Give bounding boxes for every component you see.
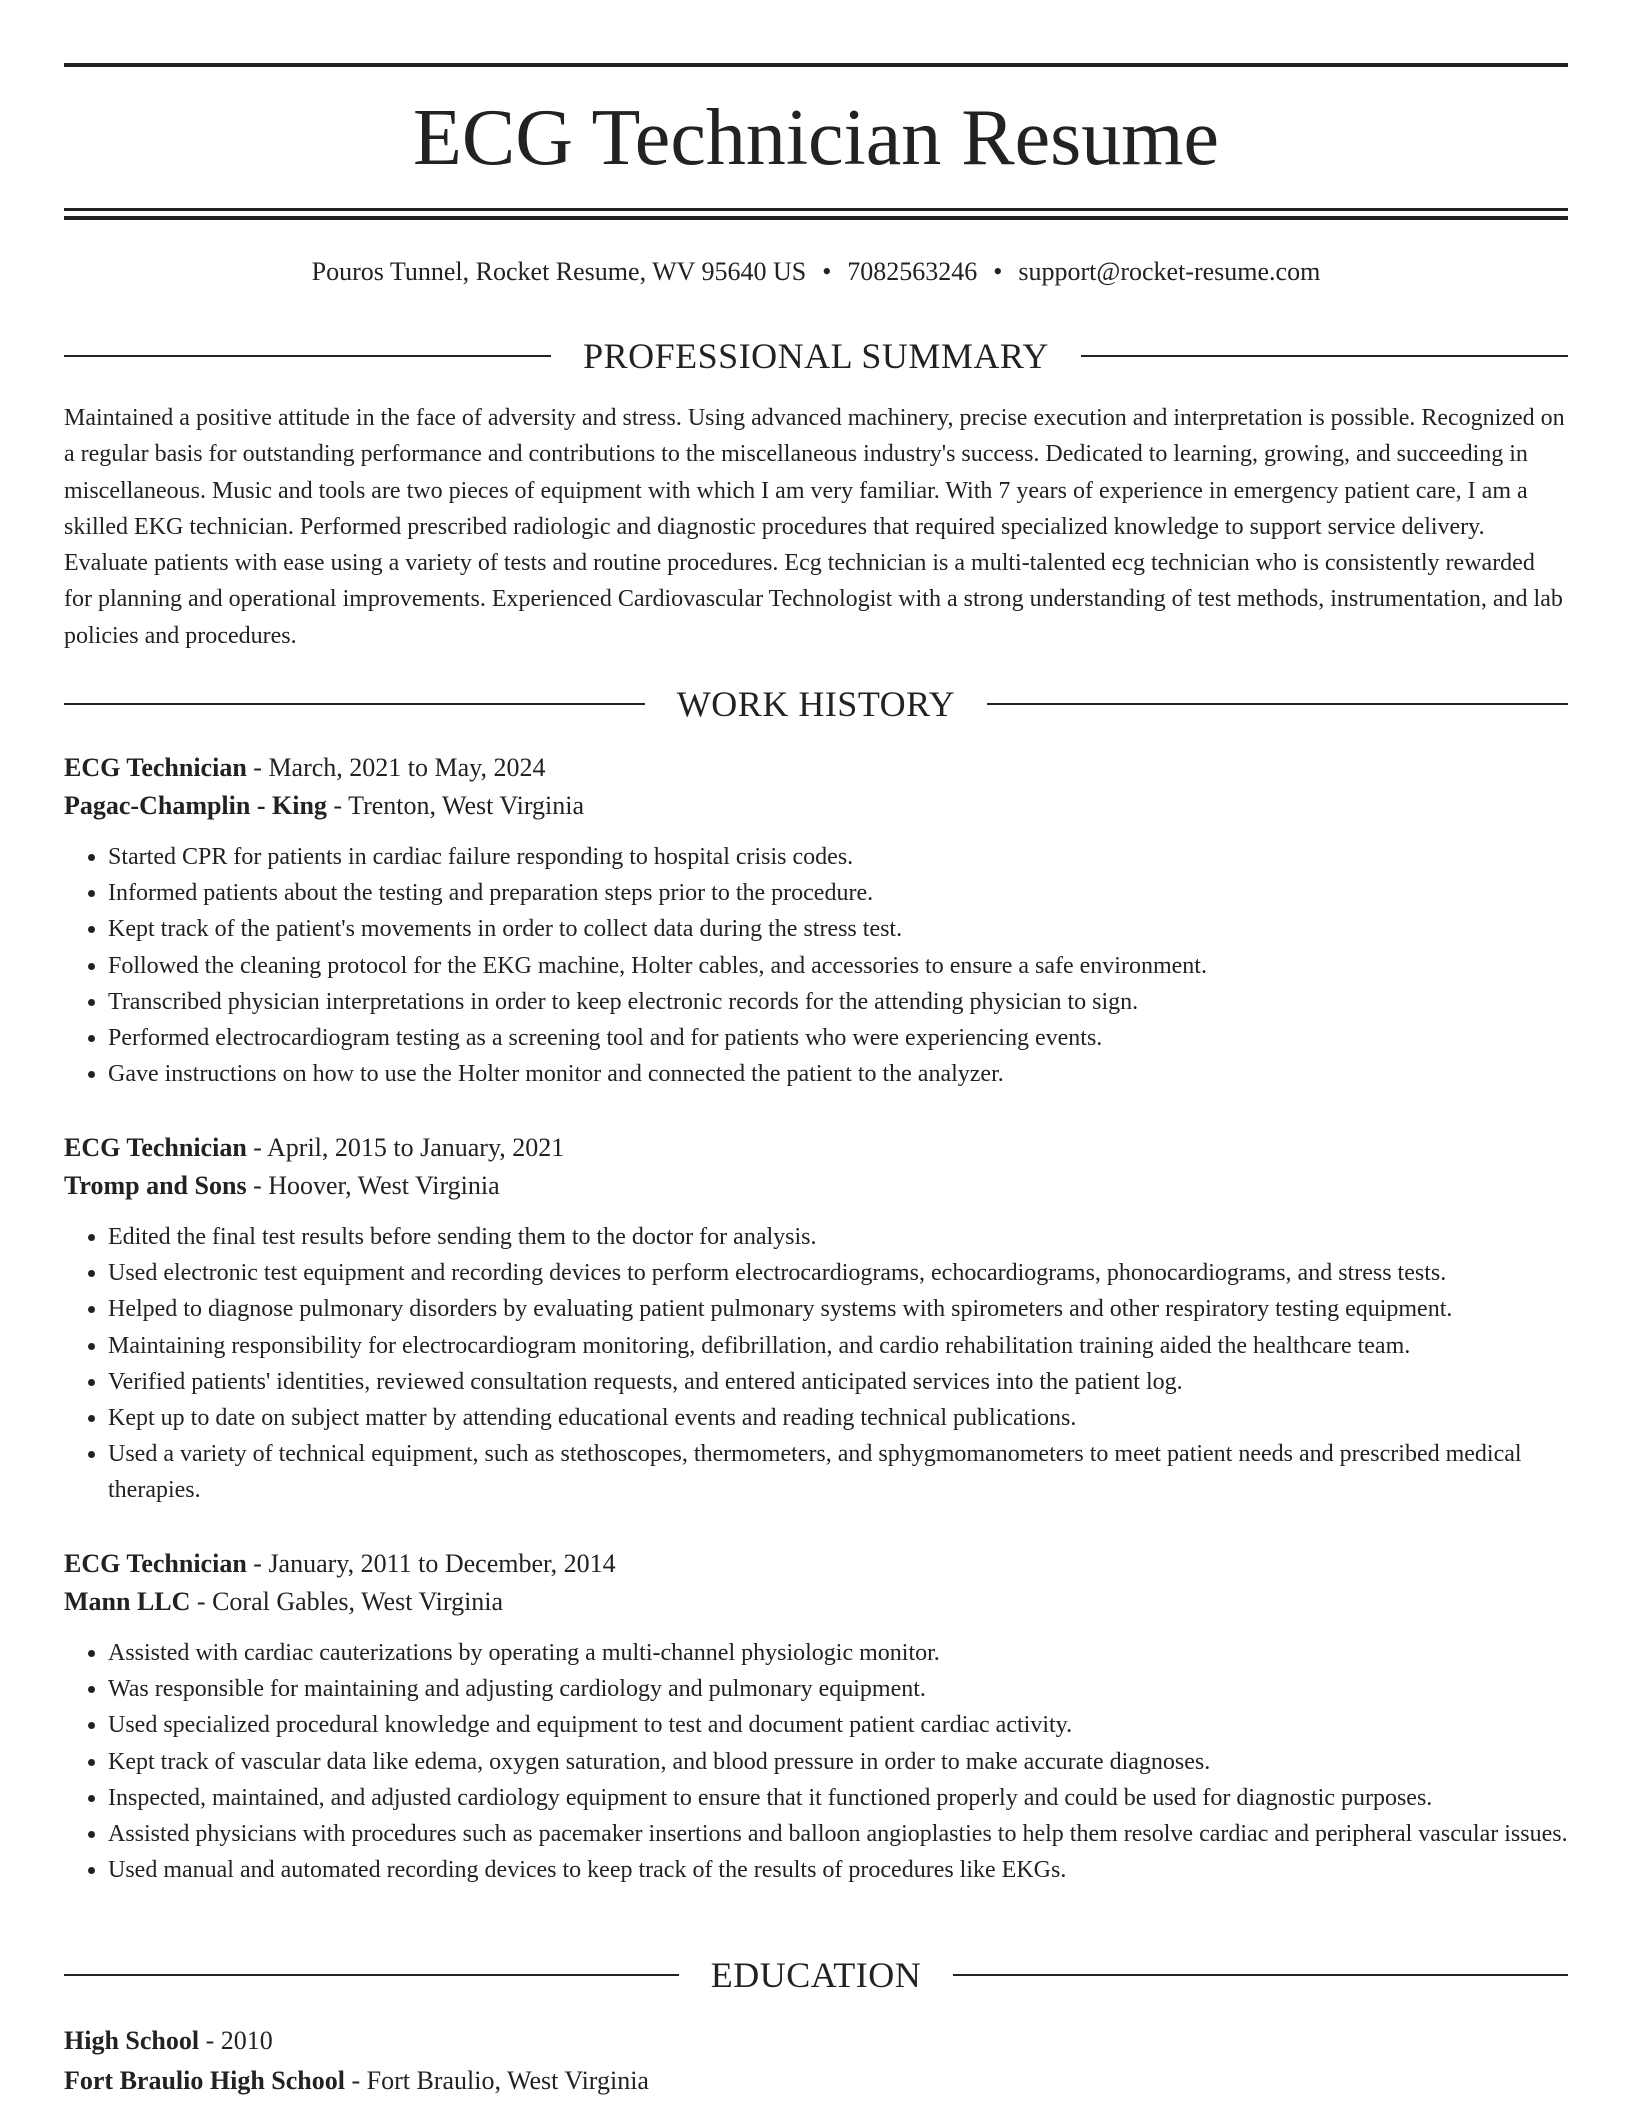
job-bullet: • Verified patients' identities, reviewed consultation requests, and entered anticipated services into the patient log. [108,1364,1568,1400]
education-year: - 2010 [199,2026,273,2055]
title-rule-upper [64,208,1568,211]
job-bullet: • Maintaining responsibility for electrocardiogram monitoring, defibrillation, and cardio rehabilitation training aided the healthcare team. [108,1328,1568,1364]
job-bullet: • Assisted with cardiac cauterizations by operating a multi-channel physiologic monitor. [108,1635,1568,1671]
job-bullet: • Kept track of vascular data like edema, oxygen saturation, and blood pressure in order to make accurate diagnoses. [108,1744,1568,1780]
job-entry [64,1129,1568,1509]
contact-separator: • [822,257,832,286]
divider [64,1974,679,1976]
contact-address: Pouros Tunnel, Rocket Resume, WV 95640 US [311,257,807,286]
job-bullet: • Assisted physicians with procedures such as pacemaker insertions and balloon angioplasties to help them resolve cardiac and peripheral vascular issues. [108,1816,1568,1852]
job-bullet: • Informed patients about the testing and preparation steps prior to the procedure. [108,875,1568,911]
job-bullets [64,1219,1568,1509]
contact-email: support@rocket-resume.com [1018,257,1321,286]
summary-paragraph: Maintained a positive attitude in the face of adversity and stress. Using advanced machinery, precise execution and interpretation is possible. Recognized on a regular basis for outstanding performance and contributions to the miscellaneous industry's success. Dedicated to learning, growing, and succeeding in miscellaneous. Music and tools are two pieces of equipment with which I am very familiar. With 7 years of experience in emergency patient care, I am a skilled EKG technician. Performed prescribed radiologic and diagnostic procedures that required specialized knowledge to support service delivery. Evaluate patients with ease using a variety of tests and routine procedures. Ecg technician is a multi-talented ecg technician who is consistently rewarded for planning and operational improvements. Experienced Cardiovascular Technologist with a strong understanding of test methods, instrumentation, and lab policies and procedures. [64,405,1565,649]
section-heading-work [64,682,1568,726]
job-dates: - January, 2011 to December, 2014 [246,1549,616,1578]
job-bullets [64,839,1568,1092]
job-company: Tromp and Sons [64,1171,247,1200]
job-entry [64,749,1568,1092]
job-entry [64,1545,1568,1888]
section-title: EDUCATION [710,1955,922,1995]
job-bullet: • Transcribed physician interpretations in order to keep electronic records for the attending physician to sign. [108,984,1568,1020]
job-bullet: • Kept track of the patient's movements in order to collect data during the stress test. [108,911,1568,947]
job-bullet: • Followed the cleaning protocol for the EKG machine, Holter cables, and accessories to ensure a safe environment. [108,948,1568,984]
job-location: - Trenton, West Virginia [326,791,585,820]
divider [953,1974,1568,1976]
job-company: Pagac-Champlin - King [64,791,327,820]
job-location: - Coral Gables, West Virginia [190,1587,504,1616]
job-bullet: • Edited the final test results before sending them to the doctor for analysis. [108,1219,1568,1255]
job-company: Mann LLC [64,1587,191,1616]
job-location: - Hoover, West Virginia [246,1171,500,1200]
job-bullet: • Kept up to date on subject matter by attending educational events and reading technical publications. [108,1400,1568,1436]
education-degree: High School [64,2026,200,2055]
contact-separator: • [993,257,1003,286]
job-title: ECG Technician [64,753,247,782]
job-bullet: • Gave instructions on how to use the Holter monitor and connected the patient to the analyzer. [108,1056,1568,1092]
divider [987,703,1568,705]
job-title: ECG Technician [64,1549,247,1578]
job-bullet: • Was responsible for maintaining and adjusting cardiology and pulmonary equipment. [108,1671,1568,1707]
education-school: Fort Braulio High School [64,2066,345,2095]
page-title: ECG Technician Resume [412,94,1220,182]
job-bullet: • Used manual and automated recording devices to keep track of the results of procedures like EKGs. [108,1852,1568,1888]
contact-phone: 7082563246 [847,257,978,286]
job-bullet: • Inspected, maintained, and adjusted cardiology equipment to ensure that it functioned properly and could be used for diagnostic purposes. [108,1780,1568,1816]
job-title: ECG Technician [64,1133,247,1162]
job-header [64,1129,1568,1167]
education-entry [64,2021,1568,2101]
job-dates: - March, 2021 to May, 2024 [246,753,546,782]
job-dates: - April, 2015 to January, 2021 [246,1133,565,1162]
job-bullets [64,1635,1568,1888]
job-bullet: • Used specialized procedural knowledge and equipment to test and document patient cardiac activity. [108,1707,1568,1743]
title-rule-lower [64,216,1568,220]
section-heading-summary [64,334,1568,378]
divider [64,703,645,705]
divider [1081,355,1568,357]
job-bullet: • Started CPR for patients in cardiac failure responding to hospital crisis codes. [108,839,1568,875]
contact-line [64,254,1568,290]
education-location: - Fort Braulio, West Virginia [344,2066,649,2095]
section-heading-education [64,1953,1568,1997]
job-company-line [64,787,1568,825]
job-company-line [64,1167,1568,1205]
job-bullet: • Used a variety of technical equipment, such as stethoscopes, thermometers, and sphygmomanometers to meet patient needs and prescribed medical therapies. [108,1436,1568,1508]
job-header [64,1545,1568,1583]
education-school-line [64,2061,1568,2101]
job-bullet: • Performed electrocardiogram testing as a screening tool and for patients who were experiencing events. [108,1020,1568,1056]
divider [64,355,551,357]
section-title: PROFESSIONAL SUMMARY [583,336,1049,376]
job-bullet: • Used electronic test equipment and recording devices to perform electrocardiograms, echocardiograms, phonocardiograms, and stress tests. [108,1255,1568,1291]
job-bullet: • Helped to diagnose pulmonary disorders by evaluating patient pulmonary systems with spirometers and other respiratory testing equipment. [108,1291,1568,1327]
top-rule [64,63,1568,67]
job-header [64,749,1568,787]
education-header [64,2021,1568,2061]
section-title: WORK HISTORY [676,684,956,724]
job-company-line [64,1583,1568,1621]
